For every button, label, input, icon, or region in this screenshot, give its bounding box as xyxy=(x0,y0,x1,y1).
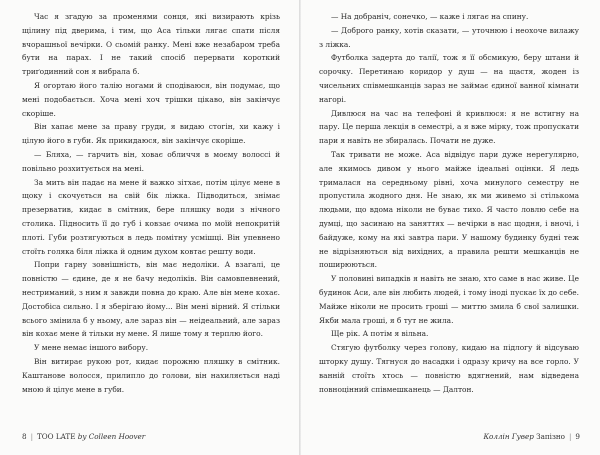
left-page-text xyxy=(22,10,280,396)
paragraph: Ще рік. А потім я вільна. xyxy=(331,329,429,339)
page-number: 9 xyxy=(575,432,580,441)
page-number: 8 xyxy=(22,432,27,441)
right-page xyxy=(301,0,600,455)
paragraph: У половині випадків я навіть не знаю, хто саме в нас живе. Це будинок Аси, але він любить людей, і тому іноді пускає їх до себе. Майже ніколи не просить гроші — миттю змила б свої залишки. Якби мала гроші, я б тут не жила. xyxy=(319,274,579,325)
paragraph: — Доброго ранку, хотів сказати, — уточнюю і неохоче вилажу з ліжка. xyxy=(319,25,579,49)
left-page xyxy=(0,0,299,455)
right-page-text xyxy=(319,10,579,396)
book-title: Запізно xyxy=(536,432,565,441)
paragraph: Стягую футболку через голову, кидаю на підлогу й відсуваю шторку душу. Тягнуся до насадки і одразу кричу на все горло. У ванній стоїть хтось — повністю вдягнений, нам відведена повноцінний співмешканець — Далтон. xyxy=(319,343,579,394)
paragraph: Дивлюся на час на телефоні й кривлюся: я не встигну на пару. Це перша лекція в семестрі, а я вже мірку, тож пропускати пари я навіть не збиралась. Почати не дуже. xyxy=(319,108,579,146)
paragraph: Я огортаю його талію ногами й сподіваюся, він подумає, що мені подобається. Хоча мені хоч трішки цікаво, він закінчує скоріше. xyxy=(22,80,280,118)
paragraph: За мить він падає на мене й важко зітхає, потім цілує мене в щоку і скочується на свій бік ліжка. Підводиться, знімає презерватив, кидає в смітник, бере пляшку води з нічного столика. Підносить її до губ і ковзає очима по моїй непокритій плоті. Губи розтягуються в ледь помітну усмішці. Він упевнено стоїть голяка біля ліжка й одним духом ковтає решту води. xyxy=(22,177,280,256)
paragraph: У мене немає іншого вибору. xyxy=(34,343,149,353)
author-name: Коллін Гувер xyxy=(483,432,534,441)
paragraph: Футболка задерта до талії, тож я її обсмикую, беру штани й сорочку. Перетинаю коридор у душ — на щастя, жоден із чисельних співмешканців зараз не займає єдиної ванної кімнати нагорі. xyxy=(319,53,579,104)
byline: by Colleen Hoover xyxy=(77,432,146,441)
paragraph: Він витирає рукою рот, кидає порожню пляшку в смітник. Каштанове волосся, прилипло до голови, він нахиляється наді мною й цілує мене в губи. xyxy=(22,356,280,394)
paragraph: Так тривати не може. Аса відвідує пари дуже нерегулярно, але якимось дивом у нього майже ідеальні оцінки. Я ледь трималася на середньому рівні, хоча минулого семестру не пропустила жодного дня. Не знаю, як ми живемо зі стількома людьми, що вдома ніколи не буває тихо. Я часто ловлю себе на думці, що засинаю на заняттях — вечірки в нас щодня, і вночі, і байдуже, кому на які завтра пари. У нашому будинку будні теж не відрізняються від вихідних, а правила решти мешканців не поширюються. xyxy=(319,149,579,270)
paragraph: — На добраніч, сонечко, — каже і лягає на спину. xyxy=(331,12,529,21)
right-page-footer: Коллін Гувер Запізно | 9 xyxy=(483,432,580,441)
book-title: TOO LATE xyxy=(37,432,76,441)
paragraph: — Бляха, — гарчить він, ховає обличчя в моєму волоссі й повільно розхитується на мені. xyxy=(22,149,280,173)
paragraph: Він хапає мене за праву груди, я видаю стогін, хи кажу і цілую його в губи. Як прикидаюся, він закінчує скоріше. xyxy=(22,122,280,146)
paragraph: Попри гарну зовнішність, він має недоліки. А взагалі, це повністю — єдине, де я не бачу недоліків. Він самовпевнений, нестриманий, з ним я завжди повна до краю. Але він мене кохає. Достобіса сильно. І я зберігаю йому... Він мені вірний. Я стільки всього змінила б у ньому, але зараз він — неідеальний, але зараз він кохає мене й тільки ну мене. Я лише тому я терплю його. xyxy=(22,260,280,339)
paragraph: Час я згадую за променями сонця, які визирають крізь щілину під дверима, і тим, що Аса тільки лягає спати після вчорашньої вечірки. О сьомій ранку. Мені вже незабаром треба бути на парах. І не такий спосіб перервати короткий триґодинний сон я вибрала б. xyxy=(22,12,280,77)
left-page-footer: 8 | TOO LATE by Colleen Hoover xyxy=(22,432,146,441)
